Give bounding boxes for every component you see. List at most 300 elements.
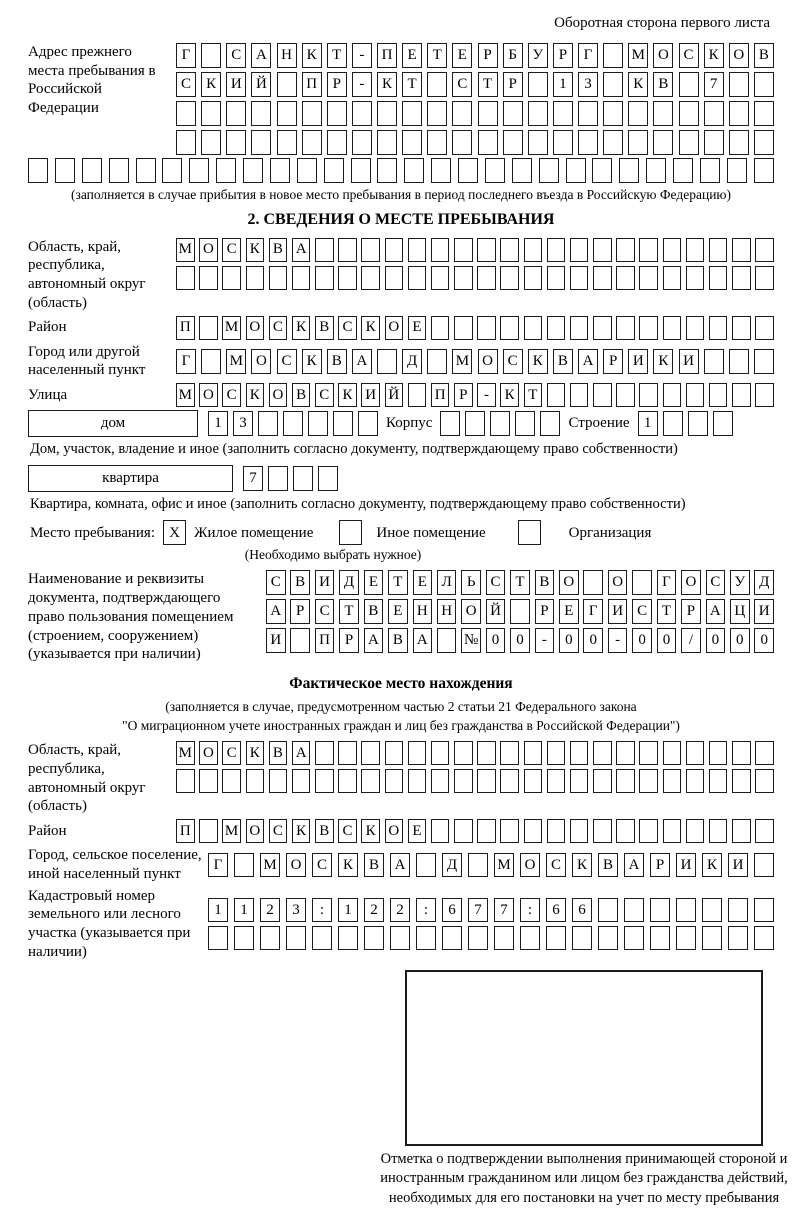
char-box[interactable] bbox=[603, 72, 623, 97]
char-box[interactable] bbox=[578, 130, 598, 155]
char-box[interactable]: Р bbox=[290, 599, 310, 624]
char-box[interactable] bbox=[297, 158, 317, 183]
char-box[interactable]: И bbox=[226, 72, 246, 97]
char-box[interactable] bbox=[234, 926, 254, 950]
char-box[interactable]: К bbox=[201, 72, 221, 97]
char-box[interactable] bbox=[361, 741, 380, 765]
char-box[interactable]: 0 bbox=[706, 628, 726, 653]
char-box[interactable] bbox=[755, 316, 774, 340]
char-box[interactable] bbox=[452, 130, 472, 155]
char-box[interactable] bbox=[478, 101, 498, 126]
char-box[interactable] bbox=[208, 926, 228, 950]
char-box[interactable] bbox=[663, 411, 683, 436]
char-box[interactable]: Г bbox=[583, 599, 603, 624]
char-box[interactable]: Т bbox=[327, 43, 347, 68]
char-box[interactable]: В bbox=[327, 349, 347, 374]
char-box[interactable]: Д bbox=[402, 349, 422, 374]
char-box[interactable] bbox=[385, 238, 404, 262]
char-box[interactable] bbox=[616, 769, 635, 793]
char-box[interactable] bbox=[524, 741, 543, 765]
char-box[interactable] bbox=[754, 101, 774, 126]
char-box[interactable] bbox=[318, 466, 338, 491]
char-box[interactable] bbox=[598, 926, 618, 950]
char-box[interactable]: Г bbox=[578, 43, 598, 68]
char-box[interactable] bbox=[732, 741, 751, 765]
char-box[interactable] bbox=[468, 926, 488, 950]
char-box[interactable]: 6 bbox=[546, 898, 566, 922]
char-box[interactable]: С bbox=[269, 316, 288, 340]
char-box[interactable] bbox=[593, 266, 612, 290]
char-box[interactable] bbox=[572, 926, 592, 950]
char-box[interactable] bbox=[570, 769, 589, 793]
char-box[interactable] bbox=[500, 316, 519, 340]
char-box[interactable]: М bbox=[452, 349, 472, 374]
char-box[interactable]: Г bbox=[657, 570, 677, 595]
char-box[interactable] bbox=[437, 628, 457, 653]
char-box[interactable]: 0 bbox=[657, 628, 677, 653]
char-box[interactable] bbox=[732, 383, 751, 407]
char-box[interactable] bbox=[478, 130, 498, 155]
char-box[interactable] bbox=[570, 741, 589, 765]
char-box[interactable] bbox=[524, 266, 543, 290]
char-box[interactable] bbox=[201, 101, 221, 126]
char-box[interactable]: В bbox=[535, 570, 555, 595]
char-box[interactable] bbox=[385, 266, 404, 290]
char-box[interactable]: Р bbox=[535, 599, 555, 624]
char-box[interactable] bbox=[199, 316, 218, 340]
char-box[interactable] bbox=[663, 741, 682, 765]
char-box[interactable] bbox=[628, 101, 648, 126]
char-box[interactable]: К bbox=[292, 316, 311, 340]
char-box[interactable]: К bbox=[628, 72, 648, 97]
char-box[interactable]: В bbox=[269, 741, 288, 765]
char-box[interactable]: 3 bbox=[578, 72, 598, 97]
char-box[interactable] bbox=[616, 266, 635, 290]
char-box[interactable] bbox=[732, 238, 751, 262]
char-box[interactable] bbox=[55, 158, 75, 183]
char-box[interactable] bbox=[442, 926, 462, 950]
char-box[interactable]: К bbox=[377, 72, 397, 97]
char-box[interactable] bbox=[385, 741, 404, 765]
char-box[interactable] bbox=[593, 769, 612, 793]
char-box[interactable]: М bbox=[494, 853, 514, 877]
char-box[interactable] bbox=[650, 898, 670, 922]
char-box[interactable] bbox=[270, 158, 290, 183]
char-box[interactable] bbox=[477, 316, 496, 340]
char-box[interactable] bbox=[176, 266, 195, 290]
char-box[interactable]: В bbox=[269, 238, 288, 262]
char-box[interactable] bbox=[755, 819, 774, 843]
char-box[interactable] bbox=[570, 266, 589, 290]
char-box[interactable] bbox=[598, 898, 618, 922]
char-box[interactable] bbox=[402, 130, 422, 155]
char-box[interactable]: Е bbox=[408, 316, 427, 340]
char-box[interactable]: В bbox=[315, 316, 334, 340]
char-box[interactable] bbox=[754, 926, 774, 950]
char-box[interactable]: Р bbox=[553, 43, 573, 68]
char-box[interactable] bbox=[377, 130, 397, 155]
char-box[interactable] bbox=[246, 769, 265, 793]
char-box[interactable] bbox=[646, 158, 666, 183]
char-box[interactable] bbox=[663, 266, 682, 290]
char-box[interactable]: П bbox=[377, 43, 397, 68]
char-box[interactable] bbox=[315, 769, 334, 793]
char-box[interactable]: 1 bbox=[208, 898, 228, 922]
char-box[interactable] bbox=[427, 72, 447, 97]
char-box[interactable]: Т bbox=[478, 72, 498, 97]
char-box[interactable]: К bbox=[361, 819, 380, 843]
char-box[interactable] bbox=[162, 158, 182, 183]
char-box[interactable] bbox=[338, 238, 357, 262]
char-box[interactable] bbox=[258, 411, 278, 436]
char-box[interactable] bbox=[628, 130, 648, 155]
char-box[interactable]: М bbox=[260, 853, 280, 877]
char-box[interactable] bbox=[728, 898, 748, 922]
char-box[interactable]: № bbox=[461, 628, 481, 653]
char-box[interactable] bbox=[408, 741, 427, 765]
char-box[interactable] bbox=[431, 158, 451, 183]
char-box[interactable] bbox=[686, 383, 705, 407]
char-box[interactable]: Е bbox=[452, 43, 472, 68]
char-box[interactable]: Г bbox=[176, 349, 196, 374]
char-box[interactable]: О bbox=[199, 741, 218, 765]
char-box[interactable]: 7 bbox=[468, 898, 488, 922]
char-box[interactable]: А bbox=[624, 853, 644, 877]
char-box[interactable] bbox=[404, 158, 424, 183]
char-box[interactable] bbox=[686, 316, 705, 340]
char-box[interactable] bbox=[440, 411, 460, 436]
char-box[interactable] bbox=[663, 383, 682, 407]
char-box[interactable]: Й bbox=[385, 383, 404, 407]
char-box[interactable]: П bbox=[302, 72, 322, 97]
char-box[interactable]: 0 bbox=[486, 628, 506, 653]
char-box[interactable] bbox=[616, 383, 635, 407]
char-box[interactable] bbox=[729, 130, 749, 155]
char-box[interactable] bbox=[338, 741, 357, 765]
char-box[interactable] bbox=[427, 130, 447, 155]
char-box[interactable]: О bbox=[251, 349, 271, 374]
char-box[interactable] bbox=[524, 769, 543, 793]
char-box[interactable]: А bbox=[266, 599, 286, 624]
char-box[interactable] bbox=[315, 266, 334, 290]
char-box[interactable] bbox=[709, 741, 728, 765]
char-box[interactable] bbox=[676, 898, 696, 922]
char-box[interactable]: Т bbox=[657, 599, 677, 624]
char-box[interactable] bbox=[616, 238, 635, 262]
char-box[interactable]: А bbox=[364, 628, 384, 653]
char-box[interactable] bbox=[500, 238, 519, 262]
char-box[interactable] bbox=[302, 130, 322, 155]
char-box[interactable] bbox=[222, 769, 241, 793]
char-box[interactable] bbox=[754, 130, 774, 155]
char-box[interactable] bbox=[468, 853, 488, 877]
char-box[interactable] bbox=[546, 926, 566, 950]
char-box[interactable] bbox=[351, 158, 371, 183]
char-box[interactable] bbox=[338, 266, 357, 290]
char-box[interactable] bbox=[283, 411, 303, 436]
char-box[interactable]: Р bbox=[503, 72, 523, 97]
char-box[interactable]: О bbox=[681, 570, 701, 595]
char-box[interactable] bbox=[315, 238, 334, 262]
char-box[interactable] bbox=[477, 238, 496, 262]
char-box[interactable]: Р bbox=[478, 43, 498, 68]
char-box[interactable] bbox=[570, 316, 589, 340]
char-box[interactable] bbox=[755, 266, 774, 290]
char-box[interactable] bbox=[500, 741, 519, 765]
char-box[interactable] bbox=[500, 769, 519, 793]
char-box[interactable] bbox=[416, 853, 436, 877]
char-box[interactable] bbox=[603, 43, 623, 68]
char-box[interactable]: Т bbox=[402, 72, 422, 97]
char-box[interactable] bbox=[327, 101, 347, 126]
char-box[interactable]: 7 bbox=[704, 72, 724, 97]
char-box[interactable]: Й bbox=[251, 72, 271, 97]
char-box[interactable]: М bbox=[176, 741, 195, 765]
char-box[interactable] bbox=[755, 769, 774, 793]
char-box[interactable] bbox=[246, 266, 265, 290]
char-box[interactable]: О bbox=[559, 570, 579, 595]
char-box[interactable]: - bbox=[352, 43, 372, 68]
char-box[interactable]: Е bbox=[364, 570, 384, 595]
char-box[interactable] bbox=[686, 769, 705, 793]
char-box[interactable] bbox=[500, 819, 519, 843]
char-box[interactable] bbox=[477, 769, 496, 793]
char-box[interactable] bbox=[315, 741, 334, 765]
char-box[interactable] bbox=[547, 741, 566, 765]
char-box[interactable] bbox=[465, 411, 485, 436]
char-box[interactable]: : bbox=[312, 898, 332, 922]
char-box[interactable]: П bbox=[176, 819, 195, 843]
char-box[interactable] bbox=[540, 411, 560, 436]
char-box[interactable] bbox=[639, 316, 658, 340]
char-box[interactable] bbox=[686, 238, 705, 262]
char-box[interactable] bbox=[676, 926, 696, 950]
char-box[interactable]: О bbox=[478, 349, 498, 374]
char-box[interactable] bbox=[754, 72, 774, 97]
char-box[interactable] bbox=[603, 130, 623, 155]
char-box[interactable]: С bbox=[176, 72, 196, 97]
char-box[interactable]: И bbox=[728, 853, 748, 877]
char-box[interactable] bbox=[454, 316, 473, 340]
char-box[interactable] bbox=[82, 158, 102, 183]
char-box[interactable] bbox=[732, 266, 751, 290]
char-box[interactable] bbox=[679, 130, 699, 155]
char-box[interactable] bbox=[709, 316, 728, 340]
char-box[interactable] bbox=[216, 158, 236, 183]
char-box[interactable]: П bbox=[176, 316, 195, 340]
residence-checkbox-zhiloe[interactable]: X bbox=[163, 520, 186, 545]
char-box[interactable] bbox=[431, 316, 450, 340]
char-box[interactable]: Т bbox=[524, 383, 543, 407]
char-box[interactable]: Е bbox=[408, 819, 427, 843]
char-box[interactable]: К bbox=[572, 853, 592, 877]
char-box[interactable]: 2 bbox=[260, 898, 280, 922]
char-box[interactable] bbox=[293, 466, 313, 491]
char-box[interactable]: С bbox=[222, 741, 241, 765]
char-box[interactable] bbox=[704, 101, 724, 126]
char-box[interactable]: 6 bbox=[442, 898, 462, 922]
char-box[interactable]: - bbox=[477, 383, 496, 407]
char-box[interactable] bbox=[709, 769, 728, 793]
char-box[interactable]: С bbox=[632, 599, 652, 624]
char-box[interactable]: В bbox=[364, 599, 384, 624]
char-box[interactable]: С bbox=[706, 570, 726, 595]
char-box[interactable]: О bbox=[286, 853, 306, 877]
char-box[interactable]: 6 bbox=[572, 898, 592, 922]
char-box[interactable] bbox=[260, 926, 280, 950]
char-box[interactable]: 0 bbox=[730, 628, 750, 653]
char-box[interactable]: Л bbox=[437, 570, 457, 595]
char-box[interactable]: 0 bbox=[510, 628, 530, 653]
char-box[interactable]: К bbox=[246, 383, 265, 407]
char-box[interactable] bbox=[189, 158, 209, 183]
char-box[interactable]: К bbox=[246, 741, 265, 765]
char-box[interactable]: С bbox=[338, 316, 357, 340]
char-box[interactable]: Р bbox=[339, 628, 359, 653]
char-box[interactable] bbox=[578, 101, 598, 126]
char-box[interactable] bbox=[653, 130, 673, 155]
char-box[interactable] bbox=[222, 266, 241, 290]
char-box[interactable]: И bbox=[361, 383, 380, 407]
char-box[interactable] bbox=[688, 411, 708, 436]
residence-checkbox-org[interactable] bbox=[518, 520, 541, 545]
char-box[interactable]: И bbox=[679, 349, 699, 374]
char-box[interactable]: Ь bbox=[461, 570, 481, 595]
char-box[interactable]: С bbox=[338, 819, 357, 843]
char-box[interactable] bbox=[268, 466, 288, 491]
char-box[interactable] bbox=[327, 130, 347, 155]
char-box[interactable]: К bbox=[361, 316, 380, 340]
char-box[interactable]: О bbox=[461, 599, 481, 624]
char-box[interactable] bbox=[727, 158, 747, 183]
char-box[interactable] bbox=[570, 819, 589, 843]
char-box[interactable]: К bbox=[338, 383, 357, 407]
char-box[interactable] bbox=[547, 316, 566, 340]
char-box[interactable] bbox=[632, 570, 652, 595]
char-box[interactable] bbox=[361, 769, 380, 793]
char-box[interactable]: О bbox=[199, 238, 218, 262]
char-box[interactable]: В bbox=[754, 43, 774, 68]
char-box[interactable] bbox=[539, 158, 559, 183]
char-box[interactable]: О bbox=[385, 316, 404, 340]
char-box[interactable]: 1 bbox=[208, 411, 228, 436]
char-box[interactable]: Р bbox=[603, 349, 623, 374]
char-box[interactable]: Г bbox=[176, 43, 196, 68]
char-box[interactable]: О bbox=[199, 383, 218, 407]
char-box[interactable] bbox=[431, 238, 450, 262]
char-box[interactable] bbox=[754, 349, 774, 374]
char-box[interactable] bbox=[686, 266, 705, 290]
char-box[interactable] bbox=[302, 101, 322, 126]
char-box[interactable] bbox=[524, 316, 543, 340]
char-box[interactable] bbox=[754, 853, 774, 877]
char-box[interactable] bbox=[624, 898, 644, 922]
char-box[interactable] bbox=[494, 926, 514, 950]
char-box[interactable]: С bbox=[226, 43, 246, 68]
char-box[interactable] bbox=[290, 628, 310, 653]
char-box[interactable]: О bbox=[653, 43, 673, 68]
char-box[interactable] bbox=[28, 158, 48, 183]
char-box[interactable] bbox=[566, 158, 586, 183]
char-box[interactable]: И bbox=[608, 599, 628, 624]
char-box[interactable] bbox=[312, 926, 332, 950]
char-box[interactable]: О bbox=[269, 383, 288, 407]
char-box[interactable] bbox=[431, 819, 450, 843]
char-box[interactable] bbox=[201, 130, 221, 155]
char-box[interactable]: 1 bbox=[638, 411, 658, 436]
char-box[interactable] bbox=[109, 158, 129, 183]
char-box[interactable]: - bbox=[535, 628, 555, 653]
char-box[interactable]: Н bbox=[277, 43, 297, 68]
char-box[interactable] bbox=[679, 72, 699, 97]
char-box[interactable]: К bbox=[704, 43, 724, 68]
char-box[interactable] bbox=[729, 101, 749, 126]
char-box[interactable] bbox=[639, 769, 658, 793]
char-box[interactable] bbox=[547, 238, 566, 262]
char-box[interactable]: А bbox=[578, 349, 598, 374]
char-box[interactable]: Т bbox=[388, 570, 408, 595]
char-box[interactable] bbox=[454, 266, 473, 290]
char-box[interactable]: А bbox=[292, 238, 311, 262]
char-box[interactable] bbox=[547, 769, 566, 793]
char-box[interactable] bbox=[639, 266, 658, 290]
char-box[interactable] bbox=[292, 769, 311, 793]
char-box[interactable] bbox=[500, 266, 519, 290]
char-box[interactable]: Н bbox=[413, 599, 433, 624]
char-box[interactable]: В bbox=[388, 628, 408, 653]
char-box[interactable]: С bbox=[266, 570, 286, 595]
char-box[interactable]: И bbox=[266, 628, 286, 653]
char-box[interactable] bbox=[338, 769, 357, 793]
char-box[interactable] bbox=[524, 238, 543, 262]
char-box[interactable]: 2 bbox=[390, 898, 410, 922]
char-box[interactable] bbox=[709, 819, 728, 843]
char-box[interactable]: В bbox=[598, 853, 618, 877]
char-box[interactable] bbox=[390, 926, 410, 950]
char-box[interactable]: С bbox=[222, 238, 241, 262]
char-box[interactable]: Т bbox=[510, 570, 530, 595]
char-box[interactable] bbox=[338, 926, 358, 950]
char-box[interactable] bbox=[458, 158, 478, 183]
char-box[interactable] bbox=[593, 383, 612, 407]
char-box[interactable] bbox=[226, 130, 246, 155]
char-box[interactable]: 7 bbox=[243, 466, 263, 491]
char-box[interactable]: 3 bbox=[233, 411, 253, 436]
char-box[interactable]: М bbox=[222, 316, 241, 340]
char-box[interactable] bbox=[592, 158, 612, 183]
char-box[interactable] bbox=[512, 158, 532, 183]
char-box[interactable]: Б bbox=[503, 43, 523, 68]
char-box[interactable] bbox=[199, 819, 218, 843]
char-box[interactable]: А bbox=[413, 628, 433, 653]
char-box[interactable]: А bbox=[292, 741, 311, 765]
char-box[interactable]: С bbox=[486, 570, 506, 595]
char-box[interactable] bbox=[729, 72, 749, 97]
char-box[interactable] bbox=[361, 238, 380, 262]
char-box[interactable] bbox=[277, 101, 297, 126]
char-box[interactable] bbox=[477, 819, 496, 843]
char-box[interactable] bbox=[639, 238, 658, 262]
char-box[interactable] bbox=[377, 349, 397, 374]
char-box[interactable]: К bbox=[302, 349, 322, 374]
char-box[interactable]: 7 bbox=[494, 898, 514, 922]
char-box[interactable]: К bbox=[338, 853, 358, 877]
char-box[interactable] bbox=[754, 898, 774, 922]
char-box[interactable] bbox=[324, 158, 344, 183]
char-box[interactable] bbox=[616, 741, 635, 765]
char-box[interactable]: К bbox=[653, 349, 673, 374]
char-box[interactable] bbox=[427, 349, 447, 374]
